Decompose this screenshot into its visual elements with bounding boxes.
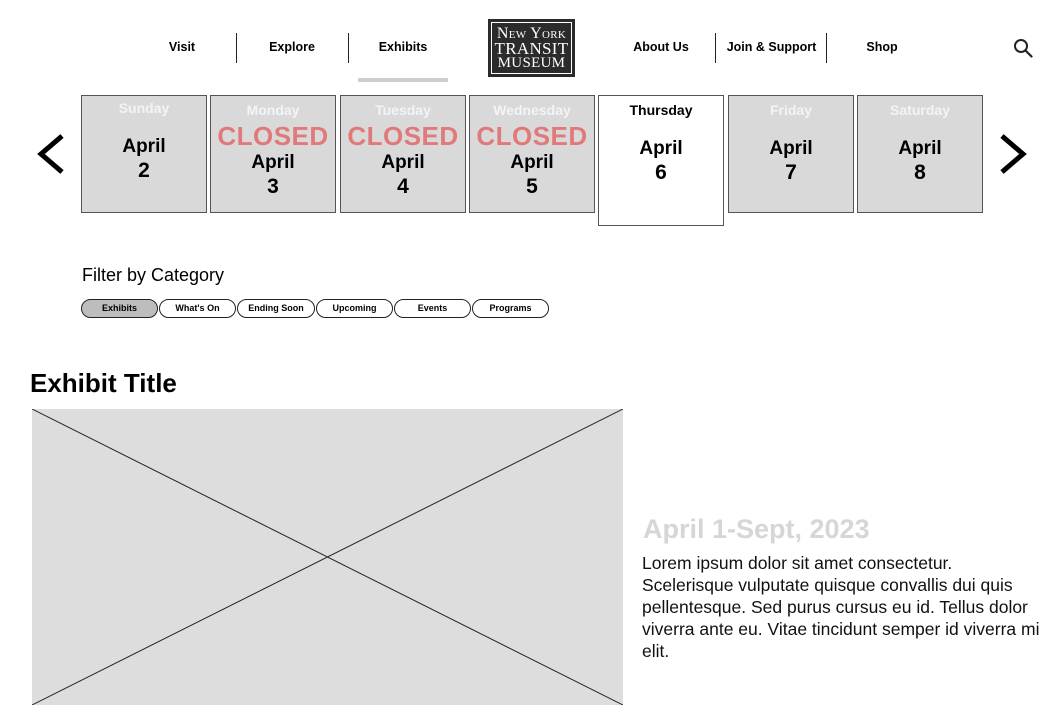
nav-join-support[interactable]: Join & Support (726, 40, 817, 54)
day-name: Monday (246, 102, 300, 118)
search-icon[interactable] (1013, 38, 1033, 58)
day-number: 6 (655, 161, 667, 184)
nav-about[interactable]: About Us (633, 40, 689, 54)
filter-chip-events[interactable]: Events (394, 299, 471, 318)
logo-line-3: MUSEUM (497, 54, 566, 71)
nav-active-indicator (358, 78, 448, 82)
exhibit-description: Lorem ipsum dolor sit amet consectetur. Scelerisque vulputate quisque convallis dui quis pellentesque. Sed purus cursus eu id. Tellus dolor viverra ante eu. Vitae tincidunt semper id viverra mi elit. (642, 553, 1040, 661)
filter-chip-upcoming[interactable]: Upcoming (316, 299, 393, 318)
day-name: Tuesday (375, 102, 431, 118)
filter-chip-ending-soon[interactable]: Ending Soon (237, 299, 315, 318)
day-card-monday[interactable] (210, 95, 336, 213)
day-name: Wednesday (493, 102, 571, 118)
day-number: 7 (785, 161, 797, 184)
day-month: April (769, 138, 813, 159)
day-card-wednesday[interactable] (469, 95, 595, 213)
chevron-left-icon[interactable] (36, 133, 66, 175)
nav-explore[interactable]: Explore (269, 40, 315, 54)
day-month: April (639, 138, 683, 159)
day-name: Friday (769, 102, 812, 118)
nav-divider (236, 33, 237, 63)
logo-line-1: New York (496, 24, 567, 42)
filter-heading: Filter by Category (82, 265, 225, 285)
day-card-tuesday[interactable] (340, 95, 466, 213)
day-card-friday[interactable] (728, 95, 854, 213)
closed-label: CLOSED (476, 121, 588, 151)
filter-chip-exhibits[interactable]: Exhibits (81, 299, 158, 318)
day-card-saturday[interactable] (857, 95, 983, 213)
day-number: 2 (138, 159, 150, 182)
day-number: 5 (526, 175, 538, 198)
closed-label: CLOSED (347, 121, 459, 151)
exhibit-title: Exhibit Title (30, 368, 177, 398)
closed-label: CLOSED (217, 121, 329, 151)
day-number: 4 (397, 175, 409, 198)
nav-divider (826, 33, 827, 63)
day-number: 8 (914, 161, 926, 184)
museum-logo[interactable] (488, 19, 575, 77)
day-month: April (381, 152, 425, 173)
day-card-sunday[interactable] (81, 95, 207, 213)
day-card-thursday-selected[interactable] (598, 95, 724, 226)
day-name: Sunday (118, 100, 170, 116)
filter-chip-whats-on[interactable]: What's On (159, 299, 236, 318)
day-name: Saturday (890, 102, 950, 118)
day-month: April (251, 152, 295, 173)
filter-chip-programs[interactable]: Programs (472, 299, 549, 318)
day-month: April (898, 138, 942, 159)
nav-divider (348, 33, 349, 63)
exhibit-dates: April 1-Sept, 2023 (643, 514, 870, 544)
day-name: Thursday (629, 102, 693, 118)
nav-exhibits[interactable]: Exhibits (378, 40, 428, 54)
logo-line-2: TRANSIT (494, 38, 569, 58)
day-month: April (510, 152, 554, 173)
nav-divider (715, 33, 716, 63)
chevron-right-icon[interactable] (998, 133, 1028, 175)
day-month: April (122, 136, 166, 157)
nav-shop[interactable]: Shop (866, 40, 898, 54)
nav-visit[interactable]: Visit (168, 40, 196, 54)
day-number: 3 (267, 175, 279, 198)
exhibit-image-placeholder[interactable] (32, 409, 623, 705)
